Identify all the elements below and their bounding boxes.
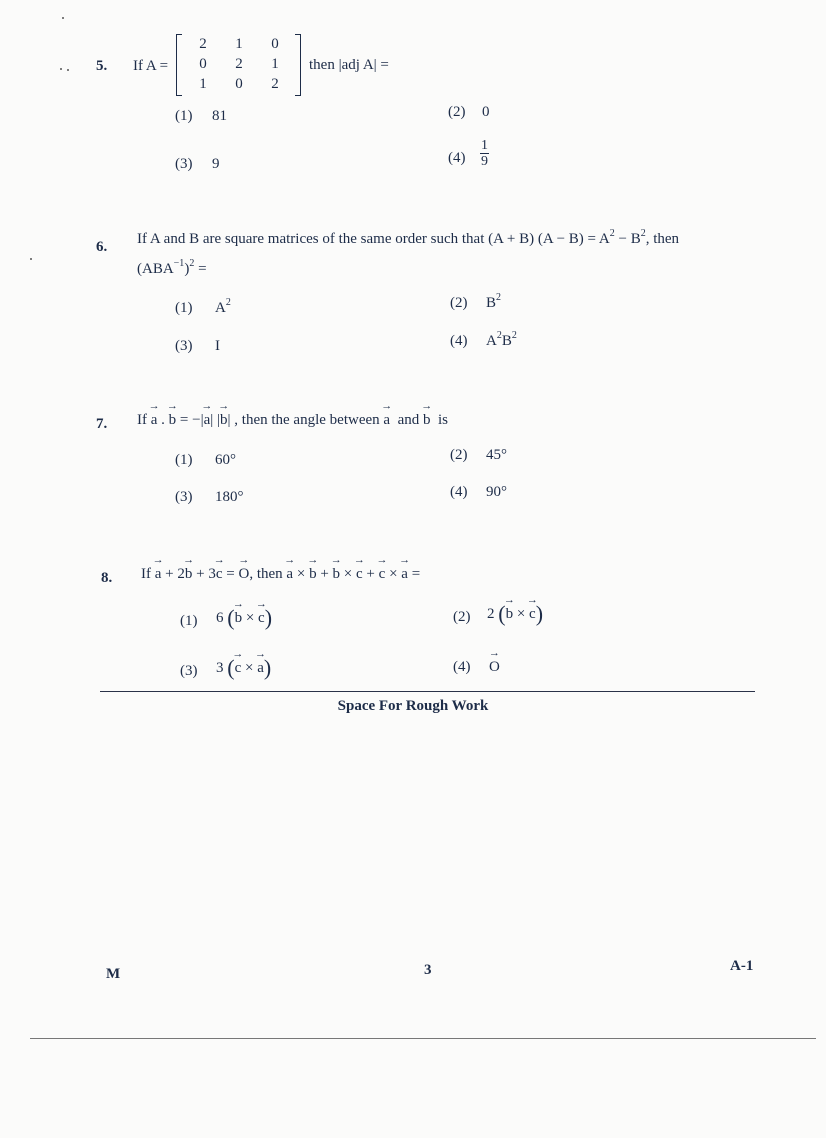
question-number: 5. <box>96 58 108 74</box>
scan-speck <box>60 68 62 70</box>
option-label: (1) <box>180 613 198 629</box>
scan-speck <box>67 69 69 71</box>
option-label: (3) <box>180 663 198 679</box>
option-text: 81 <box>212 108 227 124</box>
option-expression: 6 (→ b × → c) <box>216 607 272 629</box>
option-text: I <box>215 338 220 354</box>
fraction-denominator: 9 <box>481 154 488 169</box>
matrix-cell: 0 <box>235 76 243 92</box>
option-text: $A^2$ <box>215 297 231 316</box>
option-label: (2) <box>450 295 468 311</box>
option-text: $A^2B^2$ <box>486 330 517 349</box>
option-text: 60° <box>215 452 236 468</box>
option-text: $B^2$ <box>486 292 502 311</box>
matrix-cell: 0 <box>271 36 279 52</box>
rough-work-heading: Space For Rough Work <box>337 698 489 714</box>
matrix-cell: 0 <box>199 56 207 72</box>
option-label: (1) <box>175 108 193 124</box>
option-label: (4) <box>450 333 468 349</box>
question-number: 7. <box>96 416 108 432</box>
page-bottom-edge <box>30 1038 816 1039</box>
fraction-numerator: 1 <box>481 138 488 153</box>
option-text: 9 <box>212 156 220 172</box>
option-label: (3) <box>175 489 193 505</box>
question-stem: If → a + 2→ b + 3→ c = → O, then → a × → b + → b × → c + → c × → a = <box>141 566 420 583</box>
bleed-through-text <box>420 38 423 54</box>
option-text: 90° <box>486 484 507 500</box>
question-stem-line2: $(ABA^{-1})^2$ = <box>137 258 207 277</box>
question-stem-line1: If A and B are square matrices of the same order such that (A + B) $(A - B) = A^2 - B^2$, then <box>137 228 680 247</box>
option-label: (4) <box>450 484 468 500</box>
question-stem-prefix: If A = <box>133 58 169 74</box>
rough-work-divider <box>100 691 755 692</box>
matrix-cell: 1 <box>199 76 207 92</box>
matrix-cell: 1 <box>235 36 243 52</box>
option-text: 0 <box>482 104 490 120</box>
question-stem-suffix: then |adj A| = <box>309 57 389 73</box>
option-label: (4) <box>448 150 466 166</box>
option-label: (1) <box>175 300 193 316</box>
question-number: 6. <box>96 239 108 255</box>
matrix-left-bracket <box>176 34 182 96</box>
question-number: 8. <box>101 570 113 586</box>
option-label: (4) <box>453 659 471 675</box>
page-number: 3 <box>424 962 432 978</box>
option-text: 180° <box>215 489 244 505</box>
option-expression: → O <box>489 659 500 676</box>
scan-speck <box>62 17 64 19</box>
matrix-cell: 1 <box>271 56 279 72</box>
option-label: (2) <box>448 104 466 120</box>
matrix-cell: 2 <box>235 56 243 72</box>
option-label: (2) <box>450 447 468 463</box>
option-text: 45° <box>486 447 507 463</box>
option-label: (1) <box>175 452 193 468</box>
footer-code: M <box>106 966 121 982</box>
option-label: (2) <box>453 609 471 625</box>
option-fraction <box>480 138 489 169</box>
matrix-right-bracket <box>295 34 301 96</box>
matrix-cell: 2 <box>271 76 279 92</box>
option-label: (3) <box>175 156 193 172</box>
option-expression: 2 (→ b × → c) <box>487 603 543 625</box>
booklet-series: A-1 <box>730 958 754 974</box>
scan-speck <box>30 258 32 260</box>
matrix-cell: 2 <box>199 36 207 52</box>
option-expression: 3 (→ c × → a) <box>216 657 271 679</box>
question-stem: If → a . → b = −|→ a| |→ b| , then the angle between → a and → b is <box>137 412 448 429</box>
option-label: (3) <box>175 338 193 354</box>
